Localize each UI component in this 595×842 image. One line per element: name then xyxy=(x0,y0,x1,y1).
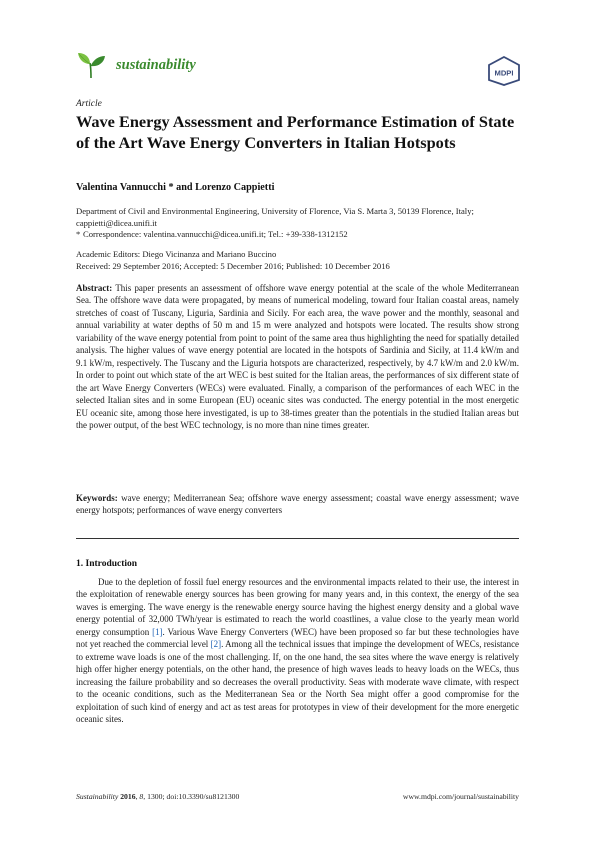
introduction-paragraph xyxy=(76,576,519,725)
article-type: Article xyxy=(76,99,102,109)
keywords-label: Keywords: xyxy=(76,493,118,503)
citation-link[interactable]: [1] xyxy=(152,626,163,637)
footer-year: 2016 xyxy=(120,792,136,801)
abstract xyxy=(76,282,519,431)
correspondence-line xyxy=(76,229,526,241)
keywords xyxy=(76,492,519,517)
publisher-name: MDPI xyxy=(494,68,514,78)
correspondence[interactable]: Correspondence: valentina.vannucchi@dicea.unifi.it; Tel.: +39-338-1312152 xyxy=(83,229,348,240)
publication-info xyxy=(76,249,526,272)
journal-name[interactable]: sustainability xyxy=(116,57,196,73)
mdpi-logo[interactable] xyxy=(487,56,521,86)
footer-journal: Sustainability xyxy=(76,792,119,801)
section-divider xyxy=(76,538,519,539)
affiliation: Department of Civil and Environmental Engineering, University of Florence, Via S. Marta 3, 50139 Florence, Italy; cappietti@dicea.unifi.it xyxy=(76,206,474,228)
keywords-text: wave energy; Mediterranean Sea; offshore wave energy assessment; coastal wave energy assessment; wave energy hotspots; performances of wave energy converters xyxy=(76,493,520,516)
intro-text: . Various Wave Energy Converters (WEC) have been proposed so far but these technologies have not yet reached the commercial level xyxy=(76,626,519,650)
intro-text: Due to the depletion of fossil fuel energy resources and the environmental impacts related to their use, the interest in the exploitation of renewable energy sources has been growing for many years and, in this context, the energy of the sea waves is emerging. The wave energy is the renewable energy source having the highest energy density and a global wave energy potential of 32,000 TWh/year is estimated to reach the world coastlines, a value close to the yearly mean world energy consumption xyxy=(76,577,519,637)
affiliations xyxy=(76,206,526,241)
correspondence-mark: * xyxy=(76,229,81,240)
authors: Valentina Vannucchi * and Lorenzo Cappietti xyxy=(76,182,275,193)
citation-link[interactable]: [2] xyxy=(210,639,222,650)
abstract-text: This paper presents an assessment of offshore wave energy potential at the scale of the whole Mediterranean Sea. The offshore wave data were propagated, by means of numerical modeling, toward four Italian coastal areas, namely stretches of coast of Tuscany, Liguria, Sardinia and Sicily. For each area, the wave power and the monthly, seasonal and annual variability at water depths of 50 m and 15 m were analyzed and hotspots were located. The results show strong variability of the wave energy potential from point to point of the same area thus highlighting the need for spatially detailed analysis. The higher values of wave energy potential are located in the hotspots of Sardinia and Sicily, at 11.4 kW/m and 9.1 kW/m, respectively. The Tuscany and the Liguria hotspots are characterized, respectively, by 4.7 kW/m and 2.0 kW/m. In order to point out which state of the art WEC is best suited for the Italian areas, the performances of six different state of the art Wave Energy Converters (WECs) were evaluated. Finally, a comparison of the performances of each WEC in the selected Italian sites and in some European (EU) oceanic sites was conducted. The energy potential in the most energetic EU oceanic site, among those here investigated, is up to 38-times greater than the potentials in the studied Italian areas but the power output, of the best WEC technology, is no more than nine times greater. xyxy=(76,283,519,430)
article-title: Wave Energy Assessment and Performance Estimation of State of the Art Wave Energy Converters in Italian Hotspots xyxy=(76,112,515,152)
publication-dates: Received: 29 September 2016; Accepted: 5 December 2016; Published: 10 December 2016 xyxy=(76,260,390,271)
footer-volume: 8 xyxy=(139,792,144,801)
academic-editors: Academic Editors: Diego Vicinanza and Mariano Buccino xyxy=(76,249,277,259)
journal-header xyxy=(76,50,521,82)
section-heading-introduction: 1. Introduction xyxy=(76,559,138,569)
footer-url[interactable]: www.mdpi.com/journal/sustainability xyxy=(402,792,519,801)
intro-text: . Among all the technical issues that impinge the development of WECs, resistance to extreme wave loads is one of the most challenging. If, on the one hand, the sea sites where the wave energy is relatively high offer higher energy potentials, on the other hand, the presence of high waves leads to heavy loads on the WECs, thus increasing the failure probability and so decreases the overall productivity. Seas with moderate wave climate, with respect to the oceanic conditions, such as the Mediterranean Sea or the North Sea might offer a good compromise for the exploitation of such kind of energy and act as test areas for prototypes in view of their development for the more energetic oceanic sites. xyxy=(76,639,520,724)
abstract-label: Abstract: xyxy=(76,283,113,293)
footer-citation: Sustainability 2016, 8, 1300; doi:10.3390/su8121300 xyxy=(76,792,240,801)
sprout-icon xyxy=(76,50,106,80)
footer-doi[interactable]: , 1300; doi:10.3390/su8121300 xyxy=(143,792,240,801)
